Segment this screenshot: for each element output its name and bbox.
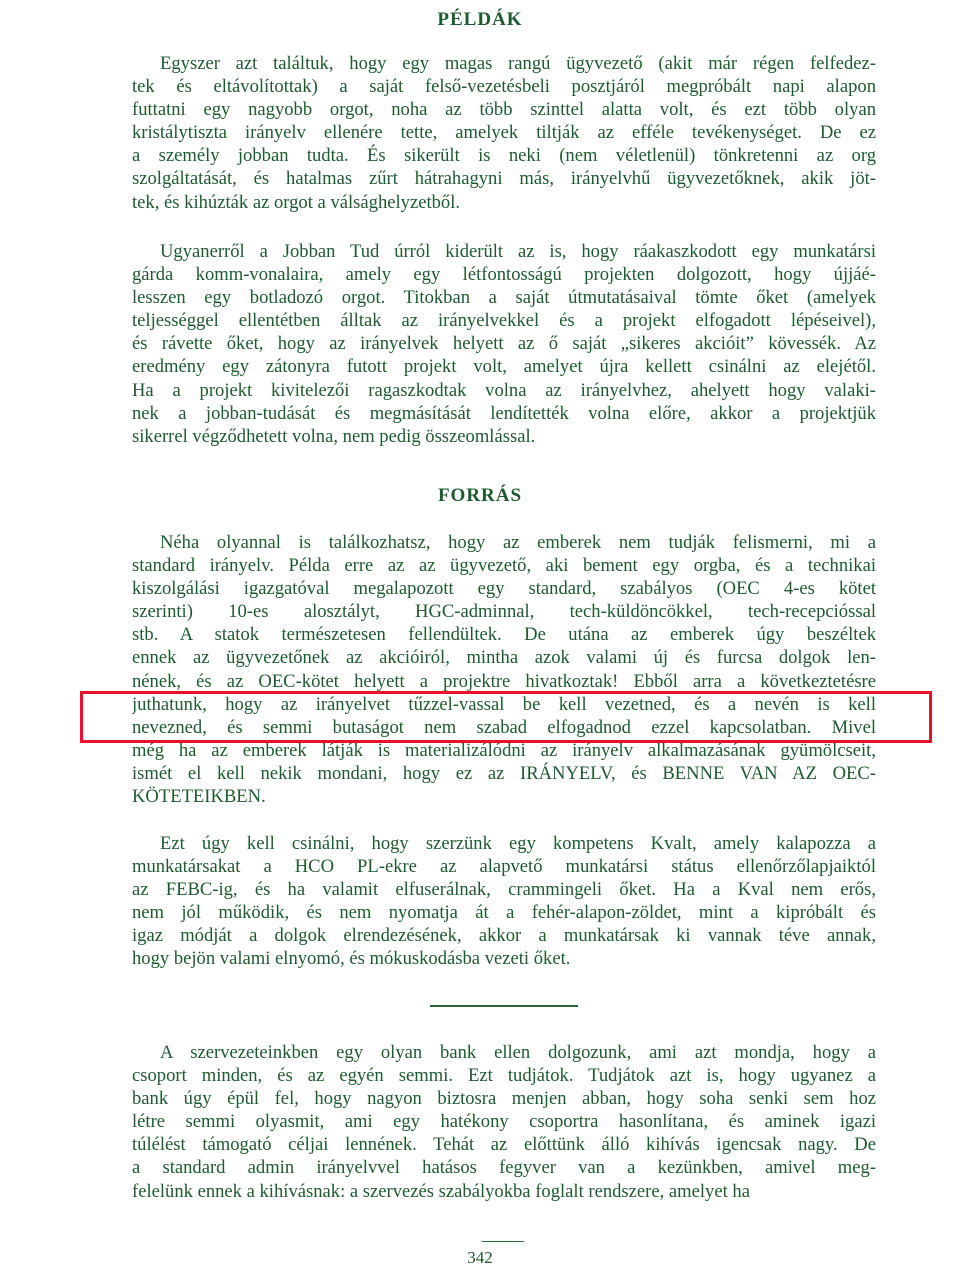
text-line: létre semmi olyasmit, ami egy hatékony csoportra hasonlítana, és aminek igazi: [132, 1111, 876, 1133]
text-line: Egyszer azt találtuk, hogy egy magas rangú ügyvezető (akit már régen felfedez-: [160, 53, 876, 74]
text-line: Néha olyannal is találkozhatsz, hogy az emberek nem tudják felismerni, mi a: [160, 532, 876, 553]
text-line: Ezt úgy kell csinálni, hogy szerzünk egy kompetens Kvalt, amely kalapozza a: [160, 833, 876, 854]
text-line: tek és eltávolítottak) a saját felső-vezetésbeli posztjáról megpróbált napi alapon: [132, 76, 876, 98]
text-line: stb. A statok természetesen fellendültek. De utána az emberek úgy beszéltek: [132, 624, 876, 646]
paragraph-5: [132, 1041, 876, 1203]
text-line: bank úgy épül fel, hogy nagyon biztosra menjen abban, hogy soha senki sem hoz: [132, 1088, 876, 1110]
text-line: teljességgel ellentétben álltak az irányelvekkel és a projekt elfogadott lépéseivel),: [132, 310, 876, 332]
text-line: KÖTETEIKBEN.: [132, 786, 266, 808]
text-line: ennek az ügyvezetőnek az akcióiról, mintha azok valami új és furcsa dolgok len-: [132, 647, 876, 669]
section-heading-source: FORRÁS: [437, 485, 523, 506]
paragraph-2: [132, 240, 876, 448]
text-line: tek, és kihúzták az orgot a válsághelyzetből.: [132, 191, 461, 213]
text-line: csoport minden, és az egyén semmi. Ezt tudjátok. Tudjátok azt is, hogy ugyanez a: [132, 1065, 876, 1087]
text-line: kiszolgálási igazgatóval megalapozott egy standard, szabályos (OEC 4-es kötet: [132, 578, 876, 600]
text-line: futtatni egy nagyobb orgot, noha az több szinttel alatta volt, és ezt több olyan: [132, 99, 876, 121]
text-line: túlélést támogató céljai lennének. Tehát az előttünk álló kihívás igencsak nagy. De: [132, 1134, 876, 1156]
text-line: Ha a projekt kivitelezői ragaszkodtak volna az irányelvhez, ahelyett hogy valaki-: [132, 379, 876, 401]
page-number-rule: [482, 1241, 524, 1242]
text-line: felelünk ennek a kihívásnak: a szervezés szabályokba foglalt rendszere, amelyet ha: [132, 1180, 750, 1202]
text-line: igaz módját a dolgok elrendezésének, akkor a munkatársak ki vannak téve annak,: [132, 925, 876, 947]
text-line: nének, és az OEC-kötet helyett a projektre hivatkoztak! Ebből arra a következtetésre: [132, 670, 876, 692]
text-line: A szervezeteinkben egy olyan bank ellen dolgozunk, ami azt mondja, hogy a: [160, 1042, 876, 1063]
text-line: nem jól működik, és nem nyomatja át a fehér-alapon-zöldet, mint a kipróbált és: [132, 902, 876, 924]
text-line: szolgáltatását, és hatalmas zűrt hátrahagyni más, irányelvhű ügyvezetőknek, akik jöt-: [132, 168, 876, 190]
text-line: szerinti) 10-es alosztályt, HGC-adminnal, tech-küldöncökkel, tech-recepcióssal: [132, 601, 876, 623]
text-line: a személy jobban tudta. És sikerült is neki (nem véletlenül) tönkretenni az org: [132, 145, 876, 167]
text-line: nevezned, és semmi butaságot nem szabad elfogadnod ezzel kapcsolatban. Mivel: [132, 716, 876, 738]
text-line: ismét el kell nekik mondani, hogy ez az IRÁNYELV, és BENNE VAN AZ OEC-: [132, 762, 876, 784]
text-line: eredmény egy zátonyra futott projekt volt, amelyet újra kellett csinálni az elejétől.: [132, 356, 876, 378]
text-line: juthatunk, hogy az irányelvet tűzzel-vassal be kell vezetned, és a nevén is kell: [132, 693, 876, 715]
text-line: nek a jobban-tudását és megmásítását lendítették volna előre, akkor a projektjük: [132, 402, 876, 424]
paragraph-1: [132, 52, 876, 214]
text-line: a standard admin irányelvvel hatásos fegyver van a kezünkben, amivel meg-: [132, 1157, 876, 1179]
text-line: standard irányelv. Példa erre az az ügyvezető, aki bement egy orgba, és a technikai: [132, 555, 876, 577]
text-line: munkatársakat a HCO PL-ekre az alapvető munkatársi státus ellenőrzőlapjaiktól: [132, 856, 876, 878]
section-heading-examples: PÉLDÁK: [437, 9, 523, 30]
page-number: 342: [467, 1248, 493, 1267]
text-line: gárda komm-vonalaira, amely egy létfontosságú projekten dolgozott, hogy újjáé-: [132, 264, 876, 286]
text-line: és rávette őket, hogy az irányelvek helyett az ő saját „sikeres akcióit” kövessék. Az: [132, 333, 876, 355]
text-line: lesszen egy botladozó orgot. Titokban a saját útmutatásaival tömte őket (amelyek: [132, 287, 876, 309]
paragraph-3: [132, 531, 876, 808]
section-divider: [430, 1005, 578, 1007]
text-line: az FEBC-ig, és ha valamit elfuserálnak, crammingeli őket. Ha a Kval nem erős,: [132, 879, 876, 901]
text-line: kristálytiszta irányelv ellenére tette, amelyek tiltják az efféle tevékenységet. De ez: [132, 122, 876, 144]
text-line: hogy bejön valami elnyomó, és mókuskodásba vezeti őket.: [132, 948, 571, 970]
text-line: sikerrel végződhetett volna, nem pedig összeomlással.: [132, 425, 536, 447]
paragraph-4: [132, 832, 876, 971]
text-line: Ugyanerről a Jobban Tud úrról kiderült az is, hogy ráakaszkodott egy munkatársi: [160, 241, 876, 262]
text-line: még ha az emberek látják is materializálódni az irányelv alkalmazásának gyümölcseit,: [132, 739, 876, 761]
